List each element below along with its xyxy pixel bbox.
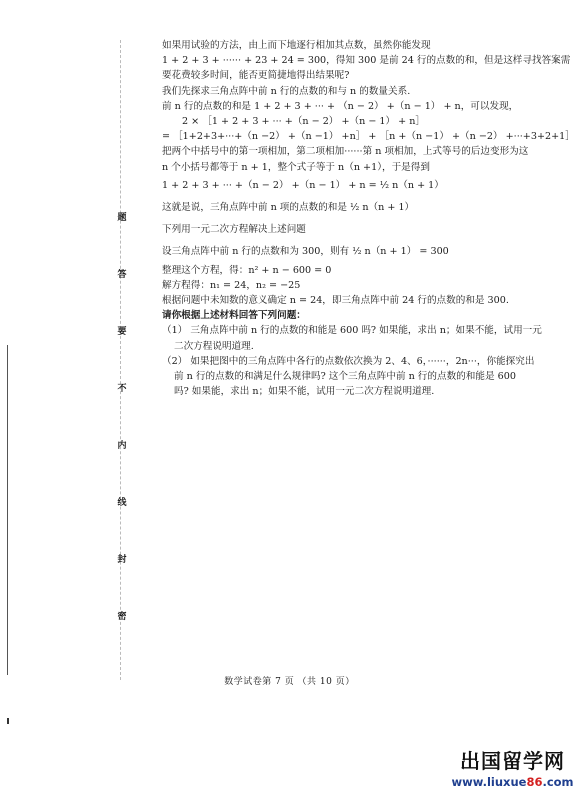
text-line: 要花费较多时间，能否更简捷地得出结果呢? [162, 70, 350, 82]
binding-char: 内 [117, 441, 127, 451]
watermark-url-b: 86 [526, 775, 543, 789]
equation-line: 整理这个方程，得：n² + n − 600 = 0 [162, 264, 332, 276]
watermark-url [450, 774, 575, 790]
binding-char: 封 [117, 555, 127, 565]
question-1: （1） 三角点阵中前 n 行的点数的和能是 600 吗? 如果能，求出 n；如果不能，试用一元 [162, 325, 542, 337]
watermark-title: 出国留学网 [460, 749, 565, 773]
equation-line: 解方程得：n₁ = 24，n₂ = −25 [162, 279, 301, 291]
text-line: 把两个中括号中的第一项相加，第二项相加······第 n 项相加，上式等号的后边变形为这 [162, 146, 529, 158]
binding-char: 题 [117, 213, 127, 223]
text-line: 1 + 2 + 3 + ······ + 23 + 24 = 300，得知 300 是前 24 行的点数的和，但是这样寻找答案需 [162, 55, 571, 67]
equation-line: 1 + 2 + 3 + ··· +（n − 2） +（n − 1） + n = ½ n（n + 1） [162, 179, 444, 191]
question-2: （2） 如果把图中的三角点阵中各行的点数依次换为 2、4、6，······，2n···，你能探究出 [162, 355, 535, 367]
watermark-url-c: .com [542, 775, 574, 789]
question-2-cont: 吗? 如果能，求出 n；如果不能，试用一元二次方程说明道理. [174, 386, 435, 398]
binding-seal-text [116, 210, 128, 622]
equation-line: 设三角点阵中前 n 行的点数和为 300，则有 ½ n（n + 1） = 300 [162, 245, 449, 257]
question-2-cont: 前 n 行的点数的和满足什么规律吗? 这个三角点阵中前 n 行的点数的和能是 600 [174, 371, 516, 382]
equation-line: = ［1+2+3+···+（n −2） +（n −1） +n］ + ［n +（n −1） +（n −2） +···+3+2+1］ [162, 131, 575, 143]
margin-tick [7, 718, 9, 724]
text-line: 我们先探求三角点阵中前 n 行的点数的和与 n 的数量关系. [162, 85, 411, 97]
text-line: 前 n 行的点数的和是 1 + 2 + 3 + ··· + （n − 2） +（n − 1） + n，可以发现， [162, 100, 519, 112]
binding-char: 要 [117, 327, 127, 337]
question-heading: 请你根据上述材料回答下列问题： [162, 310, 306, 322]
binding-char: 密 [117, 612, 127, 622]
equation-line: 2 × ［1 + 2 + 3 + ··· +（n − 2） +（n − 1） + n］ [182, 115, 426, 127]
watermark-url-a: www.liuxue [451, 775, 527, 789]
text-line: 根据问题中未知数的意义确定 n = 24，即三角点阵中前 24 行的点数的和是 300. [162, 295, 509, 307]
binding-char: 线 [117, 498, 127, 508]
text-line: 下列用一元二次方程解决上述问题 [162, 223, 306, 235]
margin-rule [7, 345, 8, 675]
site-watermark [450, 748, 575, 800]
binding-char: 不 [117, 384, 127, 394]
question-1-cont: 二次方程说明道理. [174, 340, 254, 352]
problem-text [162, 38, 575, 399]
text-line: n 个小括号都等于 n + 1，整个式子等于 n（n +1），于是得到 [162, 161, 430, 173]
page-footer: 数学试卷第 7 页 （共 10 页） [224, 677, 355, 687]
text-line: 这就是说，三角点阵中前 n 项的点数的和是 ½ n（n + 1） [162, 201, 415, 213]
text-line: 如果用试验的方法，由上而下地逐行相加其点数，虽然你能发现 [162, 40, 431, 51]
binding-char: 答 [117, 270, 127, 280]
